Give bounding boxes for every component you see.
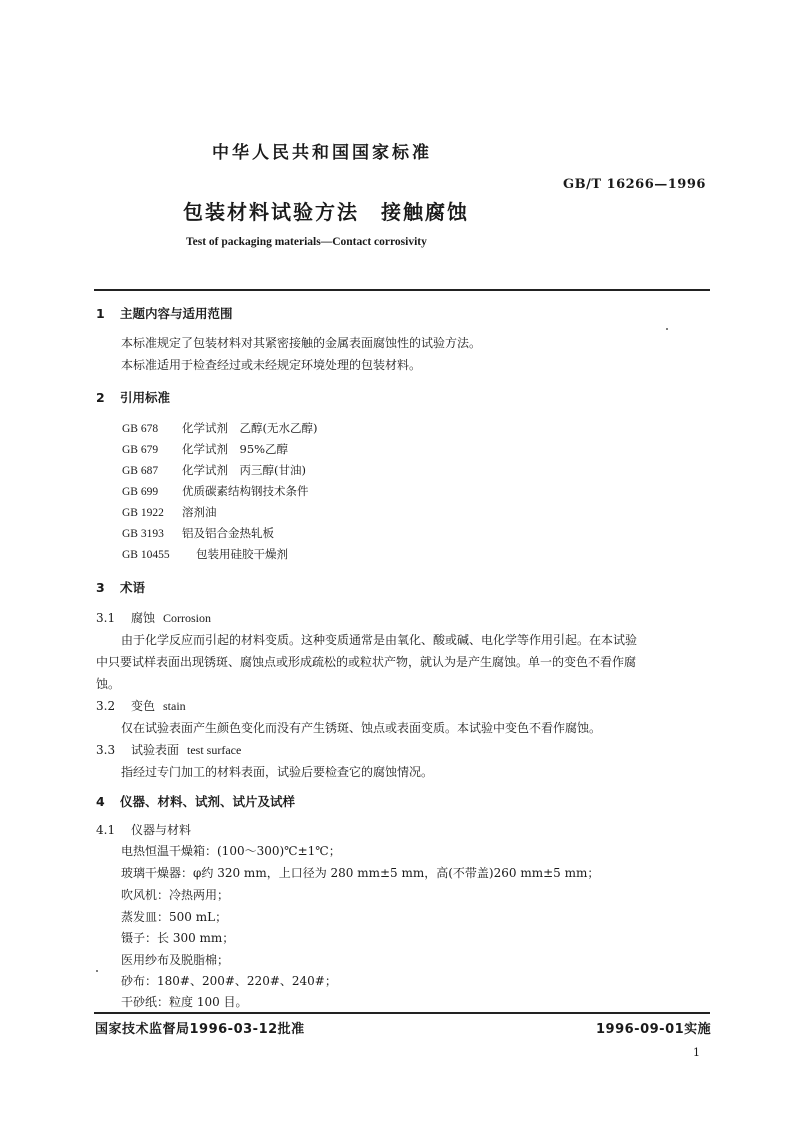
equipment-item: 镊子：长 300 mm； (121, 931, 235, 945)
reference-item (122, 441, 288, 457)
subsection-4-1-heading (96, 821, 191, 838)
section-2-number: 2 (96, 390, 105, 405)
section-1-title: 主题内容与适用范围 (120, 306, 233, 321)
subsection-number: 4.1 (96, 823, 116, 837)
reference-name: 优质碳素结构钢技术条件 (182, 484, 309, 498)
equipment-item: 吹风机：冷热两用； (121, 888, 230, 902)
equipment-item: 砂布：180#、200#、220#、240#； (121, 974, 337, 988)
term-english: Corrosion (163, 611, 212, 625)
section-4-number: 4 (96, 794, 105, 809)
reference-code: GB 10455 (122, 549, 170, 561)
approval-date: 国家技术监督局1996-03-12批准 (95, 1022, 305, 1037)
term-3-1-heading (96, 609, 211, 626)
effective-date: 1996-09-01实施 (596, 1022, 712, 1037)
term-english: stain (163, 699, 186, 713)
term-3-3-heading (96, 741, 241, 758)
equipment-item: 玻璃干燥器：φ约 320 mm，上口径为 280 mm±5 mm，高(不带盖)260 mm±5 mm； (121, 866, 600, 880)
term-number: 3.1 (96, 611, 116, 625)
term-number: 3.3 (96, 743, 116, 757)
term-3-2-definition: 仅在试验表面产生颜色变化而没有产生锈斑、蚀点或表面变质。本试验中变色不看作腐蚀。 (121, 721, 602, 735)
section-3-heading (96, 578, 145, 596)
reference-name: 化学试剂 丙三醇(甘油) (182, 463, 306, 477)
reference-code: GB 679 (122, 444, 159, 456)
section-4-title: 仪器、材料、试剂、试片及试样 (120, 794, 296, 809)
document-title-cn: 包装材料试验方法 接触腐蚀 (183, 200, 469, 224)
term-name: 腐蚀 (131, 611, 156, 625)
section-4-heading (96, 792, 295, 810)
reference-item (122, 504, 217, 520)
header-divider (94, 289, 710, 291)
reference-name: 溶剂油 (182, 505, 217, 519)
standard-code: GB/T 16266—1996 (563, 177, 706, 192)
equipment-item: 医用纱布及脱脂棉； (121, 953, 230, 967)
reference-item (122, 525, 274, 541)
reference-name: 化学试剂 95%乙醇 (182, 442, 289, 456)
term-3-2-heading (96, 697, 186, 714)
reference-name: 包装用硅胶干燥剂 (196, 547, 288, 561)
reference-code: GB 678 (122, 423, 159, 435)
section-3-number: 3 (96, 580, 105, 595)
equipment-item: 干砂纸：粒度 100 目。 (121, 995, 248, 1009)
equipment-item: 电热恒温干燥箱：(100～300)℃±1℃； (121, 844, 341, 858)
section-3-title: 术语 (120, 580, 146, 595)
section-2-title: 引用标准 (120, 390, 171, 405)
reference-item (122, 546, 288, 562)
document-title-en: Test of packaging materials—Contact corrosivity (186, 236, 427, 248)
reference-name: 化学试剂 乙醇(无水乙醇) (182, 421, 318, 435)
reference-code: GB 1922 (122, 507, 164, 519)
term-3-3-definition: 指经过专门加工的材料表面，试验后要检查它的腐蚀情况。 (121, 765, 434, 779)
reference-name: 铝及铝合金热轧板 (182, 526, 274, 540)
scan-speck (96, 970, 98, 972)
reference-item (122, 483, 309, 499)
section-1-number: 1 (96, 306, 105, 321)
reference-item (122, 420, 317, 436)
term-english: test surface (187, 743, 242, 757)
national-standard-title: 中华人民共和国国家标准 (212, 143, 432, 163)
page-number: 1 (693, 1046, 700, 1059)
scan-speck (666, 328, 668, 330)
term-number: 3.2 (96, 699, 116, 713)
term-3-1-definition: 中只要试样表面出现锈斑、腐蚀点或形成疏松的或粒状产物，就认为是产生腐蚀。单一的变色不看作腐 (96, 655, 637, 669)
section-1-paragraph: 本标准规定了包装材料对其紧密接触的金属表面腐蚀性的试验方法。 (121, 336, 482, 350)
reference-code: GB 687 (122, 465, 159, 477)
term-3-1-definition: 由于化学反应而引起的材料变质。这种变质通常是由氧化、酸或碱、电化学等作用引起。在本试验 (121, 633, 638, 647)
term-name: 试验表面 (131, 743, 180, 757)
equipment-item: 蒸发皿：500 mL； (121, 910, 228, 924)
reference-code: GB 3193 (122, 528, 164, 540)
term-3-1-definition: 蚀。 (96, 677, 121, 691)
reference-item (122, 462, 306, 478)
reference-code: GB 699 (122, 486, 159, 498)
section-2-heading (96, 388, 170, 406)
section-1-heading (96, 304, 233, 322)
subsection-title: 仪器与材料 (131, 823, 192, 837)
section-1-paragraph: 本标准适用于检查经过或未经规定环境处理的包装材料。 (121, 358, 422, 372)
footer-divider (94, 1012, 710, 1014)
term-name: 变色 (131, 699, 156, 713)
